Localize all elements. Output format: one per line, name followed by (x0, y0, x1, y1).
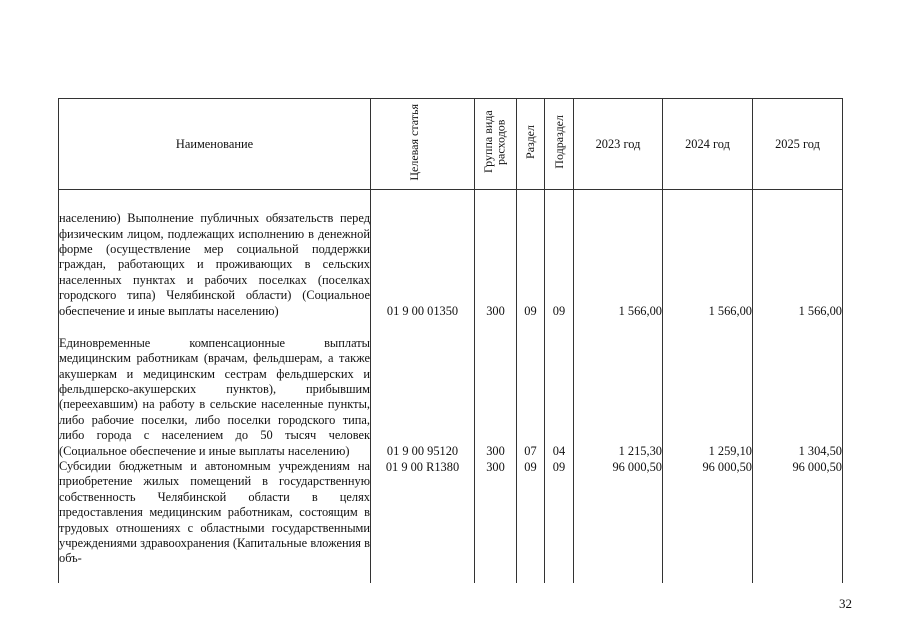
header-2023: 2023 год (574, 99, 663, 190)
budget-table (58, 98, 843, 583)
row-subsection-value: 09 (552, 460, 566, 474)
header-group-label: Группа вида расходов (480, 110, 508, 174)
row-2023 (574, 319, 663, 459)
header-name: Наименование (59, 99, 371, 190)
row-2025 (753, 190, 843, 320)
row-2023-value: 96 000,50 (612, 460, 662, 474)
row-2024 (663, 459, 753, 583)
row-2025 (753, 319, 843, 459)
page-number: 32 (839, 596, 852, 611)
row-2023-value: 1 215,30 (618, 444, 662, 458)
row-code (371, 190, 475, 320)
header-target (371, 99, 475, 190)
row-code (371, 319, 475, 459)
row-code-value: 01 9 00 01350 (386, 304, 459, 318)
row-group-value: 300 (486, 460, 505, 474)
row-subsection (545, 319, 574, 459)
row-2024 (663, 190, 753, 320)
header-group (475, 99, 517, 190)
row-subsection (545, 190, 574, 320)
row-code-value: 01 9 00 95120 (386, 444, 459, 458)
row-2025-value: 96 000,50 (792, 460, 842, 474)
row-2023 (574, 459, 663, 583)
row-section (517, 190, 545, 320)
header-2025: 2025 год (753, 99, 843, 190)
row-name: Единовременные компенсационные выплаты медицинским работникам (врачам, фельдшерам, а также акушеркам и медицинским сестрам фельдшерских и фельдшерско-акушерских пунктов), прибывшим (переехавшим) на работу в сельские населенные пункты, либо рабочие поселки, либо поселки городского типа, либо города с населением до 50 тысяч человек (Социальное обеспечение и иные выплаты населению) (59, 319, 371, 459)
header-section-label: Раздел (523, 125, 538, 159)
table-row (59, 319, 843, 459)
row-section (517, 459, 545, 583)
row-2023-value: 1 566,00 (618, 304, 662, 318)
row-2024-value: 1 259,10 (708, 444, 752, 458)
row-section-value: 09 (524, 460, 537, 474)
row-group (475, 190, 517, 320)
row-2024-value: 96 000,50 (702, 460, 752, 474)
header-subsection-label: Подраздел (551, 115, 566, 169)
header-target-label: Целевая статья (406, 103, 421, 181)
row-code (371, 459, 475, 583)
header-section (517, 99, 545, 190)
row-2025 (753, 459, 843, 583)
row-name: населению) Выполнение публичных обязательств перед физическим лицом, подлежащих исполнению в денежной форме (осуществление мер социальной поддержки граждан, работающих и проживающих в сельских населенных пунктах и рабочих поселках (поселках городского типа) Челябинской области) (Социальное обеспечение и иные выплаты населению) (59, 190, 371, 320)
row-name: Субсидии бюджетным и автономным учреждениям на приобретение жилых помещений в государственную собственность Челябинской области в целях предоставления медицинским работникам, состоящим в трудовых отношениях с областными государственными учреждениями здравоохранения (Капитальные вложения в объ- (59, 459, 371, 583)
row-code-value: 01 9 00 R1380 (385, 460, 460, 474)
table-row (59, 459, 843, 583)
row-subsection-value: 09 (552, 304, 566, 318)
row-group-value: 300 (486, 304, 505, 318)
row-2024-value: 1 566,00 (708, 304, 752, 318)
row-group (475, 459, 517, 583)
row-group-value: 300 (486, 444, 505, 458)
row-section-value: 07 (524, 444, 537, 458)
row-2025-value: 1 566,00 (798, 304, 842, 318)
row-group (475, 319, 517, 459)
row-subsection-value: 04 (552, 444, 566, 458)
table-row (59, 190, 843, 320)
header-subsection (545, 99, 574, 190)
row-section-value: 09 (524, 304, 537, 318)
header-2024: 2024 год (663, 99, 753, 190)
row-2023 (574, 190, 663, 320)
row-2025-value: 1 304,50 (798, 444, 842, 458)
row-2024 (663, 319, 753, 459)
header-row (59, 99, 843, 190)
row-subsection (545, 459, 574, 583)
row-section (517, 319, 545, 459)
